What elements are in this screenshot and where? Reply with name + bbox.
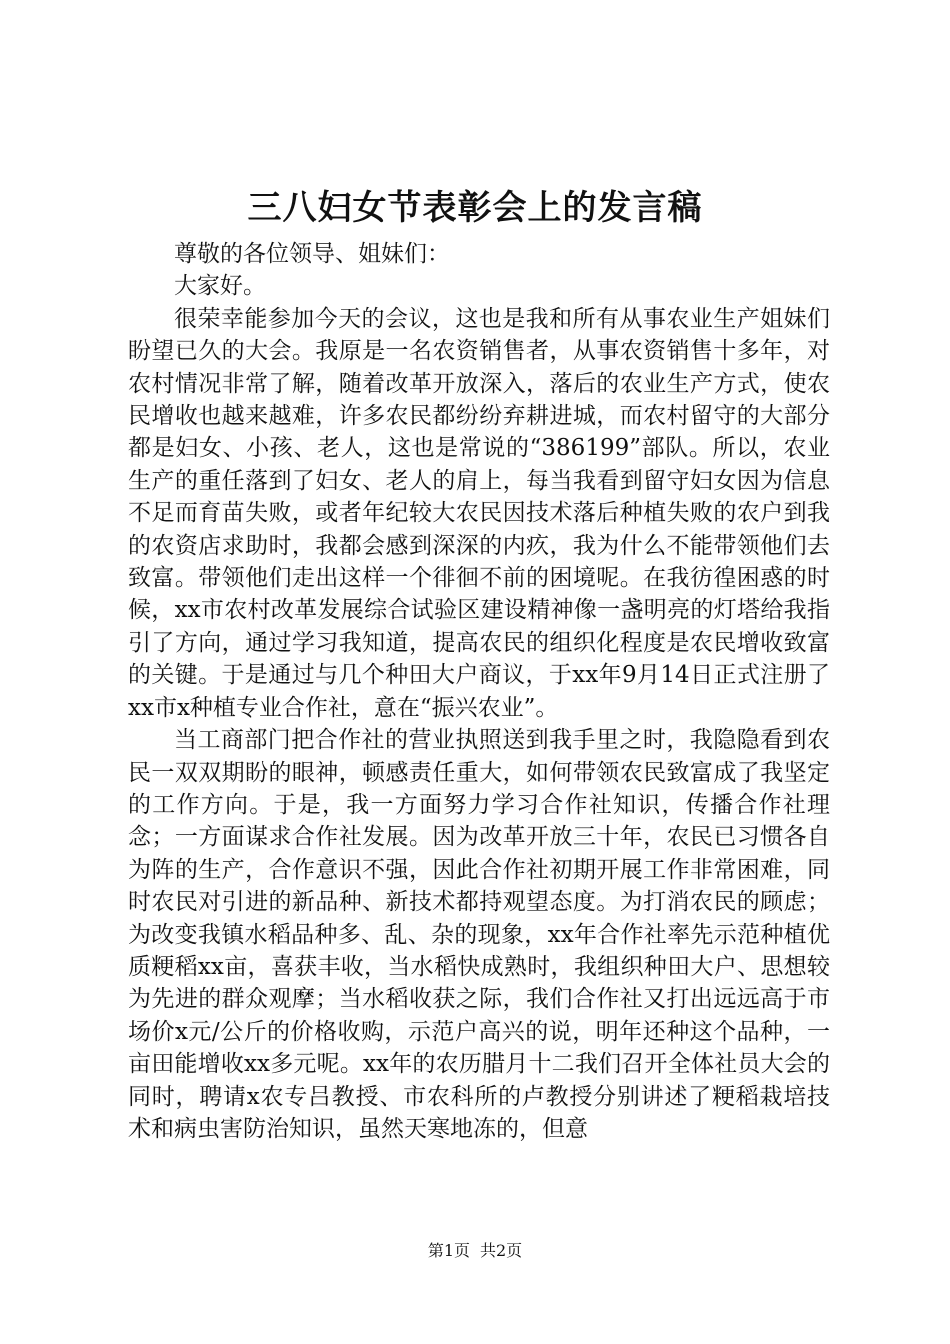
document-title: 三八妇女节表彰会上的发言稿 xyxy=(247,188,703,228)
page-number-current: 第1页 xyxy=(427,1241,470,1260)
page-footer xyxy=(0,1240,950,1262)
document-body xyxy=(128,238,830,1145)
paragraph-1: 很荣幸能参加今天的会议，这也是我和所有从事农业生产姐妹们盼望已久的大会。我原是一名农资销售者，从事农资销售十多年，对农村情况非常了解，随着改革开放深入，落后的农业生产方式，使农民增收也越来越难，许多农民都纷纷弃耕进城，而农村留守的大部分都是妇女、小孩、老人，这也是常说的“386199”部队。所以，农业生产的重任落到了妇女、老人的肩上，每当我看到留守妇女因为信息不足而育苗失败，或者年纪较大农民因技术落后种植失败的农户到我的农资店求助时，我都会感到深深的内疚，我为什么不能带领他们去致富。带领他们走出这样一个徘徊不前的困境呢。在我彷徨困惑的时候，xx市农村改革发展综合试验区建设精神像一盏明亮的灯塔给我指引了方向，通过学习我知道，提高农民的组织化程度是农民增收致富的关键。于是通过与几个种田大户商议，于xx年9月14日正式注册了xx市x种植专业合作社，意在“振兴农业”。 xyxy=(128,305,830,721)
page-number-total: 共2页 xyxy=(480,1241,523,1260)
paragraph-2: 当工商部门把合作社的营业执照送到我手里之时，我隐隐看到农民一双双期盼的眼神，顿感责任重大，如何带领农民致富成了我坚定的工作方向。于是，我一方面努力学习合作社知识，传播合作社理念；一方面谋求合作社发展。因为改革开放三十年，农民已习惯各自为阵的生产，合作意识不强，因此合作社初期开展工作非常困难，同时农民对引进的新品种、新技术都持观望态度。为打消农民的顾虑；为改变我镇水稻品种多、乱、杂的现象，xx年合作社率先示范种植优质粳稻xx亩，喜获丰收，当水稻快成熟时，我组织种田大户、思想较为先进的群众观摩；当水稻收获之际，我们合作社又打出远远高于市场价x元/公斤的价格收购，示范户高兴的说，明年还种这个品种，一亩田能增收xx多元呢。xx年的农历腊月十二我们召开全体社员大会的同时，聘请x农专吕教授、市农科所的卢教授分别讲述了粳稻栽培技术和病虫害防治知识，虽然天寒地冻的，但意 xyxy=(128,727,830,1142)
salutation: 尊敬的各位领导、姐妹们： xyxy=(174,241,450,267)
greeting: 大家好。 xyxy=(174,273,266,300)
